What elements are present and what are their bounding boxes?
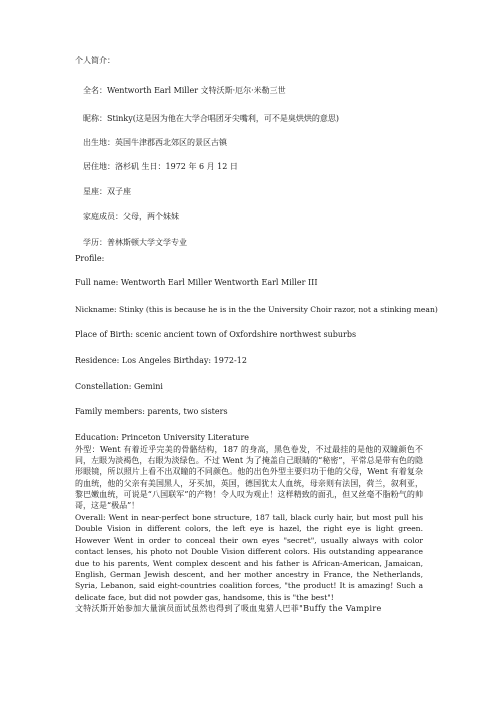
cn-field-birthplace: 出生地：英国牛津郡西北郊区的景区古镇: [83, 138, 227, 147]
cn-intro-title: 个人简介：: [75, 56, 115, 65]
en-field-nickname: Nickname: Stinky (this is because he is in the the University Choir razor, not a stinking mean): [75, 305, 438, 314]
en-field-residence: Residence: Los Angeles Birthday: 1972-12: [75, 356, 247, 365]
cn-field-constellation: 星座：双子座: [83, 187, 131, 196]
cn-last-line: 文特沃斯开始参加大量演员面试虽然也得到了吸血鬼猎人巴菲"Buffy the Vampire: [75, 604, 382, 613]
en-field-family: Family members: parents, two sisters: [75, 407, 228, 416]
en-field-education: Education: Princeton University Literature: [75, 433, 250, 442]
en-profile-title: Profile:: [75, 254, 105, 263]
cn-field-nickname: 昵称：Stinky(这是因为他在大学合唱团牙尖嘴利，可不是臭烘烘的意思): [83, 114, 340, 123]
cn-field-residence: 居住地：洛杉矶 生日：1972 年 6 月 12 日: [83, 162, 238, 171]
en-field-birthplace: Place of Birth: scenic ancient town of Oxfordshire northwest suburbs: [75, 330, 357, 339]
en-field-constellation: Constellation: Gemini: [75, 382, 163, 391]
cn-field-fullname: 全名：Wentworth Earl Miller 文特沃斯·厄尔·米勒三世: [83, 86, 286, 95]
cn-appearance-paragraph: 外型：Went 有着近乎完美的骨骼结构，187 的身高，黑色卷发，不过最挂的是他的双瞳颜色不同，左眼为淡褐色，右眼为淡绿色。不过 Went 为了掩盖自己眼睛的“秘密”，平常总是带有色的隐形眼镜，所以照片上看不出双瞳的不同颜色。他的出色外型主要归功于他的父母，Went 有着复杂的血统，他的父亲有美国黑人，牙买加，英国，德国犹太人血统，母亲则有法国，荷兰，叙利亚，黎巴嫩血统，可说是“八国联军”的产物！令人叹为观止！这样精致的面孔，但又丝毫不脂粉气的帅哥，这是“极品”！: [75, 445, 423, 511]
cn-field-education: 学历：普林斯顿大学文学专业: [83, 238, 187, 247]
cn-field-family: 家庭成员：父母，两个妹妹: [83, 212, 179, 221]
en-field-fullname: Full name: Wentworth Earl Miller Wentworth Earl Miller III: [75, 278, 318, 287]
en-appearance-paragraph: Overall: Went in near-perfect bone structure, 187 tall, black curly hair, but most pull his Double Vision in different colors, the left eye is hazel, the right eye is light green. However Went in order to conceal their own eyes "secret", usually always with color contact lenses, his photo not Double Vision different colors. His outstanding appearance due to his parents, Went complex descent and his father is African-American, Jamaican, English, German Jewish descent, and her mother ancestry in France, the Netherlands, Syria, Lebanon, said eight-countries coalition forces, "the product! It is amazing! Such a delicate face, but did not powder gas, handsome, this is "the best"!: [75, 513, 423, 602]
